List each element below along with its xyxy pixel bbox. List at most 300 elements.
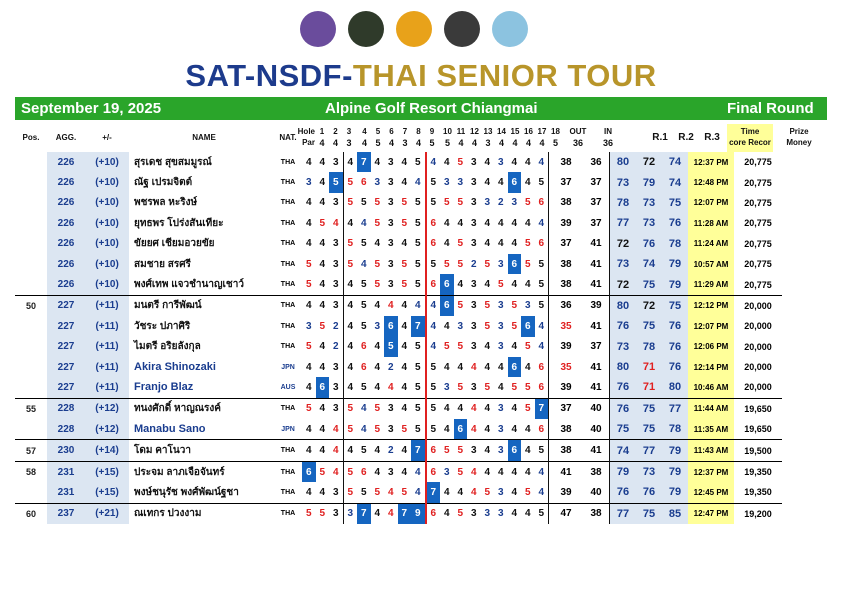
aggregate-cell: 226 <box>47 254 85 274</box>
hole-score-4: 4 <box>343 337 357 357</box>
hole-score-5: 5 <box>360 279 367 291</box>
hole-score-1: 6 <box>302 461 316 482</box>
table-row <box>15 440 782 461</box>
hole-score-8: 4 <box>401 381 408 393</box>
hole-score-13: 3 <box>470 279 477 291</box>
in-total: 39 <box>583 295 610 316</box>
position-cell <box>15 482 47 503</box>
hole-score-3: 3 <box>332 197 339 209</box>
hole-score-13: 4 <box>470 361 477 373</box>
hole-score-18: 6 <box>538 361 545 373</box>
table-row <box>15 152 782 172</box>
score-record-time: 10:46 AM <box>688 377 734 398</box>
hole-score-9: 5 <box>414 238 421 250</box>
header-hole-9: 9 <box>429 127 435 136</box>
hole-score-15: 4 <box>497 381 504 393</box>
hole-score-14: 3 <box>481 503 495 524</box>
hole-score-13: 3 <box>470 238 477 250</box>
round-2-score: 75 <box>636 398 662 419</box>
round-1-score: 77 <box>610 213 637 233</box>
hole-score-16: 6 <box>508 357 522 377</box>
hole-score-12: 5 <box>457 197 464 209</box>
hole-score-5: 4 <box>360 423 367 435</box>
nationality-cell: THA <box>280 260 296 268</box>
table-row <box>15 193 782 213</box>
hole-score-6: 4 <box>374 381 381 393</box>
to-par-cell: (+10) <box>85 213 129 233</box>
round-3-score: 75 <box>662 193 688 213</box>
position-cell: 50 <box>15 295 47 316</box>
prize-money: 20,775 <box>744 177 772 188</box>
aggregate-cell: 227 <box>47 316 85 336</box>
hole-score-9: 4 <box>411 295 426 316</box>
position-cell <box>15 172 47 192</box>
header-par-13: 3 <box>485 138 491 148</box>
hole-score-10: 4 <box>426 152 441 172</box>
hole-score-5: 5 <box>360 320 367 332</box>
hole-score-4: 5 <box>343 193 357 213</box>
round-3-score: 79 <box>662 461 688 482</box>
in-total: 38 <box>583 503 610 524</box>
hole-score-2: 4 <box>319 279 326 291</box>
header-hole-13: 13 <box>483 127 493 136</box>
nationality-cell: THA <box>274 503 302 524</box>
round-2-score: 78 <box>636 337 662 357</box>
hole-score-12: 5 <box>457 156 464 168</box>
hole-score-10: 6 <box>426 274 441 295</box>
round-1-score: 75 <box>610 419 637 440</box>
nationality-cell: THA <box>280 343 296 351</box>
hole-score-14: 5 <box>484 258 491 270</box>
hole-score-15: 4 <box>497 238 504 250</box>
out-total: 38 <box>549 419 584 440</box>
position-cell <box>15 274 47 295</box>
player-name: ไมตรี อริยลังกุล <box>134 341 201 353</box>
hole-score-11: 4 <box>443 361 450 373</box>
player-name: พชรพล หะริงษ์ <box>134 197 198 209</box>
header-r2: R.2 <box>678 132 694 143</box>
hole-score-10: 6 <box>426 234 441 254</box>
hole-score-5: 4 <box>357 398 371 419</box>
aggregate-cell: 231 <box>47 461 85 482</box>
position-cell <box>15 254 47 274</box>
player-name: สุรเดช สุขสมมูรณ์ <box>134 156 212 168</box>
hole-score-15: 3 <box>497 258 504 270</box>
hole-score-1: 4 <box>305 361 312 373</box>
position-cell: 58 <box>15 461 47 482</box>
hole-score-4: 5 <box>343 172 357 192</box>
hole-score-15: 3 <box>497 156 504 168</box>
hole-score-6: 4 <box>371 461 385 482</box>
hole-score-4: 4 <box>343 152 357 172</box>
hole-score-17: 5 <box>524 341 531 353</box>
header-par-11: 4 <box>458 138 464 148</box>
out-total: 39 <box>549 213 584 233</box>
round-1-score: 76 <box>610 482 637 503</box>
aggregate-cell: 228 <box>47 398 85 419</box>
header-hole-18: 18 <box>551 127 560 136</box>
hole-score-5: 6 <box>360 177 367 189</box>
header-hole-7: 7 <box>402 127 408 136</box>
hole-score-9: 5 <box>414 197 421 209</box>
hole-score-13: 3 <box>470 156 477 168</box>
score-record-time: 12:37 PM <box>688 461 734 482</box>
player-name: สมชาย สรศรี <box>134 258 191 270</box>
score-record-time: 12:37 PM <box>688 152 734 172</box>
hole-score-9: 9 <box>411 503 426 524</box>
in-total: 40 <box>583 398 610 419</box>
nationality-cell: THA <box>280 488 296 496</box>
position-cell <box>15 419 47 440</box>
header-hole-15: 15 <box>510 127 520 136</box>
hole-score-15: 4 <box>497 361 504 373</box>
header-par-16: 4 <box>525 138 531 148</box>
hole-score-18: 4 <box>538 486 545 498</box>
score-record-time: 11:29 AM <box>688 274 734 295</box>
hole-score-2: 4 <box>319 361 326 373</box>
player-name: พงษ์ชนุรัช พงศ์พัฒน์ฐชา <box>134 486 239 498</box>
hole-score-7: 3 <box>387 258 394 270</box>
hole-score-10: 5 <box>426 254 441 274</box>
hole-score-5: 7 <box>357 152 371 172</box>
hole-score-12: 5 <box>457 258 464 270</box>
out-total: 37 <box>549 398 584 419</box>
hole-score-15: 3 <box>497 486 504 498</box>
to-par-cell: (+10) <box>85 152 129 172</box>
score-record-time: 11:43 AM <box>688 440 734 461</box>
hole-score-9: 7 <box>411 316 426 336</box>
hole-score-11: 5 <box>440 440 454 461</box>
hole-score-6: 4 <box>374 341 381 353</box>
round-2-score: 74 <box>636 254 662 274</box>
hole-score-7: 3 <box>387 279 394 291</box>
in-total: 37 <box>590 217 602 229</box>
player-name: วัชระ ปภาศิริ <box>134 320 191 332</box>
round-3-score: 76 <box>662 357 688 377</box>
hole-score-16: 4 <box>508 461 522 482</box>
nationality-cell: THA <box>274 398 302 419</box>
hole-score-1: 4 <box>305 197 312 209</box>
hole-score-2: 4 <box>319 197 326 209</box>
hole-score-7: 3 <box>387 197 394 209</box>
prize-money: 20,775 <box>744 279 772 290</box>
table-row <box>15 398 782 419</box>
hole-score-16: 4 <box>511 486 518 498</box>
hole-score-16: 5 <box>508 295 522 316</box>
hole-score-15: 4 <box>497 217 504 229</box>
round-3-score: 75 <box>662 295 688 316</box>
hole-score-17: 6 <box>521 316 535 336</box>
header-out: OUT <box>569 127 587 136</box>
hole-score-16: 6 <box>508 172 522 192</box>
round-2-score: 75 <box>636 419 662 440</box>
out-total: 38 <box>549 440 584 461</box>
hole-score-10: 6 <box>426 440 441 461</box>
hole-score-11: 4 <box>443 486 450 498</box>
hole-score-15: 4 <box>494 461 508 482</box>
in-total: 41 <box>590 279 602 291</box>
hole-score-1: 3 <box>305 177 312 189</box>
hole-score-8: 4 <box>398 440 412 461</box>
round-2-score: 71 <box>636 377 662 398</box>
hole-score-2: 5 <box>319 217 326 229</box>
sat-logo <box>396 11 432 47</box>
score-record-time: 11:28 AM <box>688 213 734 233</box>
hole-score-6: 5 <box>374 279 381 291</box>
hole-score-1: 5 <box>305 258 312 270</box>
nationality-cell: JPN <box>281 363 295 371</box>
hole-score-11: 4 <box>443 320 450 332</box>
hole-score-10: 6 <box>426 213 441 233</box>
hole-score-13: 3 <box>470 177 477 189</box>
table-row <box>15 316 782 336</box>
out-total: 38 <box>549 152 584 172</box>
hole-score-7: 4 <box>387 381 394 393</box>
table-header <box>15 124 827 152</box>
to-par-cell: (+11) <box>85 316 129 336</box>
round-1-score: 78 <box>610 193 637 213</box>
header-r1: R.1 <box>652 132 668 143</box>
hole-score-3: 4 <box>329 461 343 482</box>
position-cell <box>15 193 47 213</box>
hole-score-18: 5 <box>535 503 549 524</box>
hole-score-2: 4 <box>319 423 326 435</box>
hole-score-8: 7 <box>398 503 412 524</box>
in-total: 38 <box>583 461 610 482</box>
score-record-time: 11:44 AM <box>688 398 734 419</box>
hole-score-16: 6 <box>508 440 522 461</box>
header-par-14: 4 <box>498 138 504 148</box>
hole-score-12: 5 <box>457 238 464 250</box>
player-name: โดม คาโนวา <box>129 440 274 461</box>
hole-score-2: 5 <box>319 320 326 332</box>
player-name: ขัยยศ เชียมอวยขัย <box>134 238 215 250</box>
hole-score-7: 3 <box>387 217 394 229</box>
round-2-score: 75 <box>636 503 662 524</box>
banner-round: Final Round <box>727 100 814 117</box>
to-par-cell: (+10) <box>85 274 129 295</box>
table-row <box>15 295 782 316</box>
hole-score-8: 4 <box>398 461 412 482</box>
hole-score-10: 5 <box>426 419 441 440</box>
hole-score-15: 3 <box>494 398 508 419</box>
hole-score-3: 3 <box>332 486 339 498</box>
hole-score-6: 4 <box>371 440 385 461</box>
header-hole-1: 1 <box>319 127 325 136</box>
hole-score-4: 3 <box>343 503 357 524</box>
player-name: ณัฐ เปรมจิตต์ <box>134 177 193 189</box>
aggregate-cell: 237 <box>47 503 85 524</box>
hole-score-8: 4 <box>401 156 408 168</box>
hole-score-14: 5 <box>481 295 495 316</box>
header-hole-5: 5 <box>375 127 381 136</box>
hole-score-2: 4 <box>319 156 326 168</box>
hole-score-16: 4 <box>511 279 518 291</box>
nationality-cell: THA <box>280 219 296 227</box>
hole-score-7: 6 <box>384 316 398 336</box>
hole-score-14: 5 <box>484 486 491 498</box>
hole-score-2: 4 <box>319 486 326 498</box>
hole-score-12: 5 <box>454 295 468 316</box>
hole-score-3: 3 <box>332 381 339 393</box>
to-par-cell: (+21) <box>85 503 129 524</box>
hole-score-8: 5 <box>401 258 408 270</box>
round-3-score: 79 <box>662 274 688 295</box>
header-hole-12: 12 <box>470 127 479 136</box>
hole-score-11: 4 <box>443 156 450 168</box>
hole-score-11: 4 <box>440 398 454 419</box>
hole-score-17: 4 <box>524 279 531 291</box>
in-total: 41 <box>590 320 602 332</box>
hole-score-9: 4 <box>414 486 421 498</box>
round-2-score: 73 <box>636 461 662 482</box>
aggregate-cell: 226 <box>47 172 85 192</box>
hole-score-11: 4 <box>443 423 450 435</box>
position-cell <box>15 357 47 377</box>
hole-score-4: 4 <box>343 357 357 377</box>
hole-score-18: 7 <box>535 398 549 419</box>
hole-score-8: 5 <box>401 423 408 435</box>
hole-score-4: 4 <box>343 377 357 398</box>
prize-money: 20,000 <box>734 295 782 316</box>
nationality-cell: THA <box>274 461 302 482</box>
table-row <box>15 234 782 254</box>
header-money: Prize <box>789 127 809 136</box>
header-hole-14: 14 <box>497 127 506 136</box>
hole-score-2: 6 <box>316 377 330 398</box>
hole-score-6: 5 <box>374 486 381 498</box>
header-par: Par <box>302 138 315 147</box>
header-par-7: 3 <box>402 138 408 148</box>
hole-score-5: 6 <box>357 461 371 482</box>
hole-score-5: 5 <box>360 486 367 498</box>
header-hole: Hole <box>297 127 315 136</box>
table-row <box>15 503 782 524</box>
hole-score-6: 4 <box>371 295 385 316</box>
hole-score-16: 4 <box>511 156 518 168</box>
prize-money: 20,000 <box>744 382 772 393</box>
hole-score-8: 4 <box>401 361 408 373</box>
hole-score-7: 3 <box>387 238 394 250</box>
score-record-time: 11:35 AM <box>688 419 734 440</box>
hole-score-1: 4 <box>305 381 312 393</box>
round-3-score: 79 <box>662 482 688 503</box>
hole-score-1: 5 <box>302 398 316 419</box>
hole-score-14: 4 <box>484 341 491 353</box>
score-record-time: 10:57 AM <box>688 254 734 274</box>
hole-score-3: 2 <box>332 320 339 332</box>
header-par-8: 4 <box>415 138 421 148</box>
player-name: มนตรี การีพัฒน์ <box>129 295 274 316</box>
aggregate-cell: 228 <box>47 419 85 440</box>
round-2-score: 71 <box>636 357 662 377</box>
hole-score-16: 5 <box>511 381 518 393</box>
hole-score-8: 4 <box>401 320 408 332</box>
round-1-score: 79 <box>610 461 637 482</box>
hole-score-17: 5 <box>524 197 531 209</box>
hole-score-11: 5 <box>443 341 450 353</box>
prize-money: 20,775 <box>744 238 772 249</box>
round-2-score: 72 <box>636 152 662 172</box>
hole-score-14: 4 <box>484 217 491 229</box>
out-total: 39 <box>549 377 584 398</box>
position-cell <box>15 337 47 357</box>
in-total: 41 <box>590 258 602 270</box>
header-par-2: 4 <box>332 138 338 148</box>
hole-score-7: 3 <box>384 398 398 419</box>
round-2-score: 79 <box>636 172 662 192</box>
hole-score-11: 5 <box>443 258 450 270</box>
round-1-score: 80 <box>610 152 637 172</box>
aggregate-cell: 231 <box>47 482 85 503</box>
aggregate-cell: 230 <box>47 440 85 461</box>
hole-score-15: 3 <box>497 320 504 332</box>
hole-score-8: 4 <box>401 177 408 189</box>
to-par-cell: (+12) <box>85 419 129 440</box>
nationality-cell: THA <box>280 322 296 330</box>
hole-score-10: 5 <box>426 193 441 213</box>
hole-score-3: 4 <box>329 440 343 461</box>
hole-score-6: 5 <box>371 398 385 419</box>
nationality-cell: THA <box>274 440 302 461</box>
hole-score-3: 4 <box>332 423 339 435</box>
hole-score-16: 3 <box>511 197 518 209</box>
hole-score-7: 2 <box>387 361 394 373</box>
in-total: 36 <box>590 156 602 168</box>
hole-score-17: 4 <box>524 177 531 189</box>
hole-score-15: 3 <box>494 503 508 524</box>
round-1-score: 73 <box>610 172 637 192</box>
hole-score-6: 4 <box>371 503 385 524</box>
hole-score-13: 3 <box>467 440 481 461</box>
hole-score-7: 3 <box>387 423 394 435</box>
score-record-time: 12:47 PM <box>688 503 734 524</box>
out-total: 39 <box>549 337 584 357</box>
hole-score-3: 3 <box>329 398 343 419</box>
hole-score-16: 6 <box>508 254 522 274</box>
score-record-time: 12:12 PM <box>688 295 734 316</box>
hole-score-9: 5 <box>411 398 426 419</box>
position-cell <box>15 234 47 254</box>
hole-score-1: 4 <box>302 295 316 316</box>
hole-score-6: 5 <box>374 258 381 270</box>
round-2-score: 73 <box>636 213 662 233</box>
header-hole-4: 4 <box>362 127 367 136</box>
player-name: Akira Shinozaki <box>134 361 216 374</box>
out-total: 37 <box>549 172 584 192</box>
hole-score-2: 4 <box>319 238 326 250</box>
player-name: พงศ์เทพ แจวชำนาญเชาว์ <box>134 279 244 291</box>
player-name: Manabu Sano <box>134 423 206 436</box>
round-1-score: 72 <box>610 234 637 254</box>
out-total: 36 <box>549 295 584 316</box>
hole-score-9: 5 <box>414 423 421 435</box>
hole-score-16: 5 <box>511 320 518 332</box>
position-cell <box>15 152 47 172</box>
hole-score-3: 3 <box>332 258 339 270</box>
hole-score-2: 4 <box>316 295 330 316</box>
to-par-cell: (+10) <box>85 172 129 192</box>
hole-score-4: 5 <box>343 234 357 254</box>
header-nat: NAT. <box>279 133 297 142</box>
hole-score-9: 5 <box>414 279 421 291</box>
hole-score-16: 4 <box>508 398 522 419</box>
hole-score-17: 4 <box>521 440 535 461</box>
hole-score-15: 3 <box>494 295 508 316</box>
prize-money: 20,775 <box>744 157 772 168</box>
hole-score-17: 5 <box>524 486 531 498</box>
header-par-1: 4 <box>319 138 325 148</box>
